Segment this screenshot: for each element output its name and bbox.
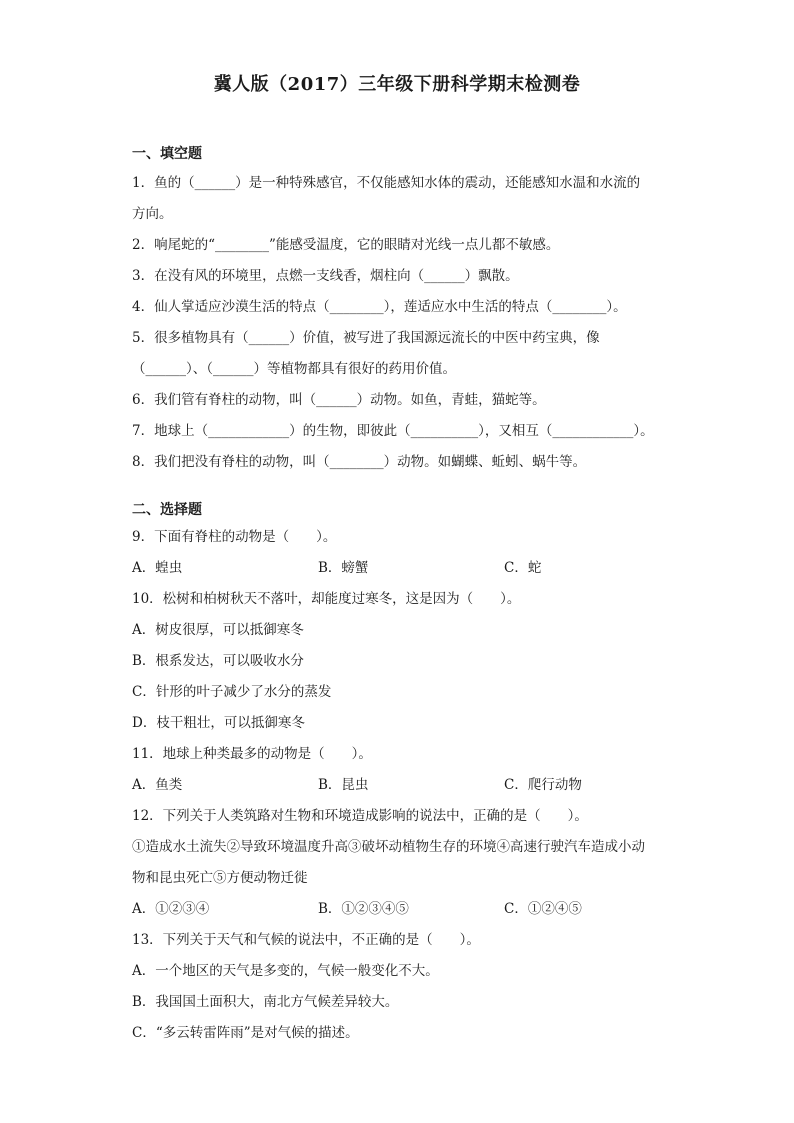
fill-blank-questions	[132, 168, 672, 478]
section-choice-heading: 二、选择题	[132, 502, 202, 518]
question-stem: 11．地球上种类最多的动物是（ ）。	[132, 746, 372, 762]
question-10	[132, 584, 672, 739]
question-line: 7．地球上（____________）的生物，即彼此（__________），又相互（____________）。	[132, 423, 654, 439]
question-12	[132, 801, 672, 925]
question-13	[132, 925, 672, 1049]
question-line: 8．我们把没有脊柱的动物，叫（________）动物。如蝴蝶、蚯蚓、蜗牛等。	[132, 454, 587, 470]
option-d: D．枝干粗壮，可以抵御寒冬	[132, 715, 305, 731]
question-line: 3．在没有风的环境里，点燃一支线香，烟柱向（______）飘散。	[132, 268, 519, 284]
option-b: B．①②③④⑤	[318, 901, 409, 917]
option-c: C．针形的叶子减少了水分的蒸发	[132, 684, 332, 700]
option-b: B．根系发达，可以吸收水分	[132, 653, 304, 669]
question-9	[132, 522, 672, 584]
question-statements: 物和昆虫死亡⑤方便动物迁徙	[132, 870, 308, 886]
exam-content	[132, 142, 672, 1049]
question-stem: 9．下面有脊柱的动物是（ ）。	[132, 529, 337, 545]
option-c: C．蛇	[504, 560, 542, 576]
question-stem: 10．松树和柏树秋天不落叶，却能度过寒冬，这是因为（ ）。	[132, 591, 521, 607]
question-line: 5．很多植物具有（______）价值，被写进了我国源远流长的中医中药宝典，像	[132, 330, 600, 346]
question-statements: ①造成水土流失②导致环境温度升高③破坏动植物生存的环境④高速行驶汽车造成小动	[132, 839, 645, 855]
option-b: B．昆虫	[318, 777, 369, 793]
question-line: 方向。	[132, 206, 173, 222]
option-a: A．蝗虫	[132, 560, 183, 576]
options-row	[132, 770, 672, 801]
question-line: 1．鱼的（______）是一种特殊感官，不仅能感知水体的震动，还能感知水温和水流的	[132, 175, 641, 191]
option-b: B．我国国土面积大，南北方气候差异较大。	[132, 994, 399, 1010]
option-c: C．爬行动物	[504, 777, 582, 793]
option-a: A．①②③④	[132, 901, 210, 917]
section-gap	[132, 478, 672, 498]
page-title: 冀人版（2017）三年级下册科学期末检测卷	[213, 74, 581, 95]
question-11	[132, 739, 672, 801]
option-b: B．螃蟹	[318, 560, 369, 576]
option-a: A．一个地区的天气是多变的，气候一般变化不大。	[132, 963, 439, 979]
question-line: 2．响尾蛇的“________”能感受温度，它的眼睛对光线一点儿都不敏感。	[132, 237, 560, 253]
question-line: （______）、（______）等植物都具有很好的药用价值。	[132, 361, 456, 377]
section-fill-blank-heading: 一、填空题	[132, 146, 202, 162]
options-row	[132, 894, 672, 925]
option-a: A．树皮很厚，可以抵御寒冬	[132, 622, 304, 638]
option-a: A．鱼类	[132, 777, 183, 793]
option-c: C．①②④⑤	[504, 901, 582, 917]
question-line: 6．我们管有脊柱的动物，叫（______）动物。如鱼，青蛙，猫蛇等。	[132, 392, 546, 408]
question-stem: 13．下列关于天气和气候的说法中，不正确的是（ ）。	[132, 932, 480, 948]
question-line: 4．仙人掌适应沙漠生活的特点（________），莲适应水中生活的特点（________）。	[132, 299, 627, 315]
options-row	[132, 553, 672, 584]
option-c: C．“多云转雷阵雨”是对气候的描述。	[132, 1025, 359, 1041]
question-stem: 12．下列关于人类筑路对生物和环境造成影响的说法中，正确的是（ ）。	[132, 808, 588, 824]
